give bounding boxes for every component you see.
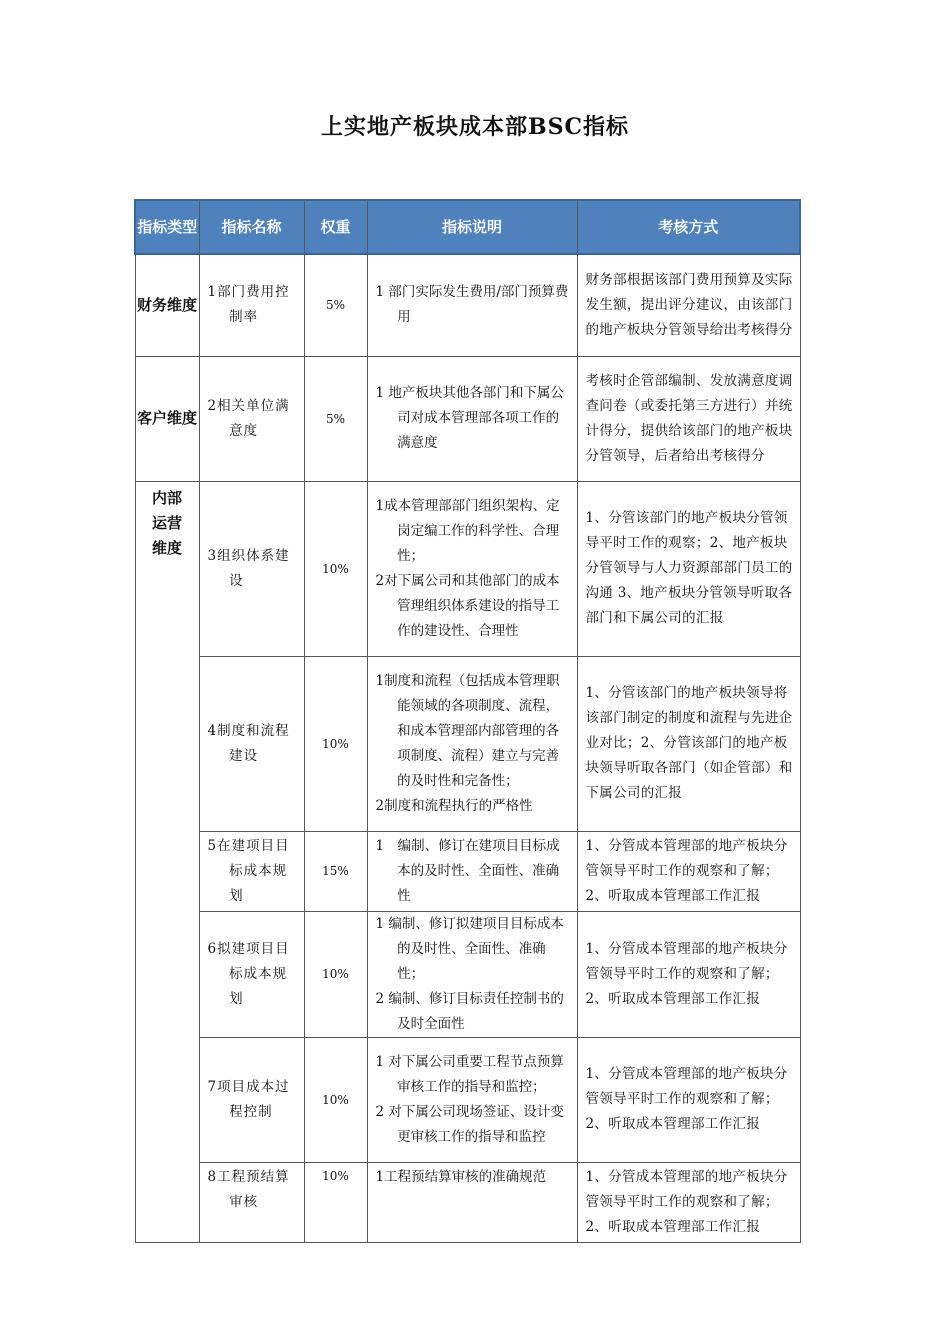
indicator-desc: 1工程预结算审核的准确规范 xyxy=(367,1162,577,1242)
table-row xyxy=(135,1162,800,1242)
indicator-desc: 1 编制、修订在建项目目标成本的及时性、全面性、准确性 xyxy=(367,831,577,911)
indicator-name: 5在建项目目标成本规划 xyxy=(199,831,304,911)
indicator-weight: 10% xyxy=(304,481,367,656)
indicator-desc: 1制度和流程（包括成本管理职能领域的各项制度、流程，和成本管理部内部管理的各项制度、流程）建立与完善的及时性和完备性； 2制度和流程执行的严格性 xyxy=(367,656,577,831)
indicator-weight: 5% xyxy=(304,356,367,481)
header-type: 指标类型 xyxy=(135,200,199,254)
indicator-weight: 5% xyxy=(304,254,367,356)
assessment-method: 1、分管该部门的地产板块领导将该部门制定的制度和流程与先进企业对比；2、分管该部门的地产板块领导听取各部门（如企管部）和下属公司的汇报 xyxy=(577,656,800,831)
assessment-method: 1、分管该部门的地产板块分管领导平时工作的观察；2、地产板块分管领导与人力资源部部门员工的沟通 3、地产板块分管领导听取各部门和下属公司的汇报 xyxy=(577,481,800,656)
assessment-method: 考核时企管部编制、发放满意度调查问卷（或委托第三方进行）并统计得分，提供给该部门的地产板块分管领导，后者给出考核得分 xyxy=(577,356,800,481)
indicator-desc: 1 地产板块其他各部门和下属公司对成本管理部各项工作的满意度 xyxy=(367,356,577,481)
table-row xyxy=(135,911,800,1037)
header-desc: 指标说明 xyxy=(367,200,577,254)
type-customer: 客户维度 xyxy=(135,356,199,481)
indicator-name: 3组织体系建设 xyxy=(199,481,304,656)
indicator-weight: 10% xyxy=(304,656,367,831)
indicator-name: 7项目成本过程控制 xyxy=(199,1037,304,1162)
table-row xyxy=(135,481,800,656)
indicator-weight: 10% xyxy=(304,1162,367,1242)
table-row xyxy=(135,1037,800,1162)
indicator-name: 4制度和流程建设 xyxy=(199,656,304,831)
indicator-desc: 1 对下属公司重要工程节点预算审核工作的指导和监控； 2 对下属公司现场签证、设计变更审核工作的指导和监控 xyxy=(367,1037,577,1162)
table-row xyxy=(135,356,800,481)
indicator-weight: 15% xyxy=(304,831,367,911)
indicator-desc: 1 编制、修订拟建项目目标成本的及时性、全面性、准确性； 2 编制、修订目标责任控制书的及时全面性 xyxy=(367,911,577,1037)
assessment-method: 1、分管成本管理部的地产板块分管领导平时工作的观察和了解；2、听取成本管理部工作汇报 xyxy=(577,1162,800,1242)
table-row xyxy=(135,656,800,831)
indicator-name: 8工程预结算审核 xyxy=(199,1162,304,1242)
type-finance: 财务维度 xyxy=(135,254,199,356)
assessment-method: 1、分管成本管理部的地产板块分管领导平时工作的观察和了解；2、听取成本管理部工作汇报 xyxy=(577,911,800,1037)
assessment-method: 财务部根据该部门费用预算及实际发生额，提出评分建议，由该部门的地产板块分管领导给出考核得分 xyxy=(577,254,800,356)
table-row xyxy=(135,831,800,911)
bsc-indicator-table xyxy=(134,199,801,1243)
header-weight: 权重 xyxy=(304,200,367,254)
indicator-weight: 10% xyxy=(304,1037,367,1162)
page-title: 上实地产板块成本部BSC指标 xyxy=(321,114,629,140)
table-row xyxy=(135,254,800,356)
assessment-method: 1、分管成本管理部的地产板块分管领导平时工作的观察和了解；2、听取成本管理部工作汇报 xyxy=(577,1037,800,1162)
assessment-method: 1、分管成本管理部的地产板块分管领导平时工作的观察和了解；2、听取成本管理部工作汇报 xyxy=(577,831,800,911)
indicator-desc: 1成本管理部部门组织架构、定岗定编工作的科学性、合理性； 2对下属公司和其他部门的成本管理组织体系建设的指导工作的建设性、合理性 xyxy=(367,481,577,656)
indicator-name: 6拟建项目目标成本规划 xyxy=(199,911,304,1037)
type-internal: 内部运营维度 xyxy=(135,481,199,1242)
table-header-row xyxy=(135,200,800,254)
header-method: 考核方式 xyxy=(577,200,800,254)
header-name: 指标名称 xyxy=(199,200,304,254)
indicator-weight: 10% xyxy=(304,911,367,1037)
indicator-name: 2相关单位满意度 xyxy=(199,356,304,481)
indicator-desc: 1 部门实际发生费用/部门预算费用 xyxy=(367,254,577,356)
indicator-name: 1部门费用控制率 xyxy=(199,254,304,356)
